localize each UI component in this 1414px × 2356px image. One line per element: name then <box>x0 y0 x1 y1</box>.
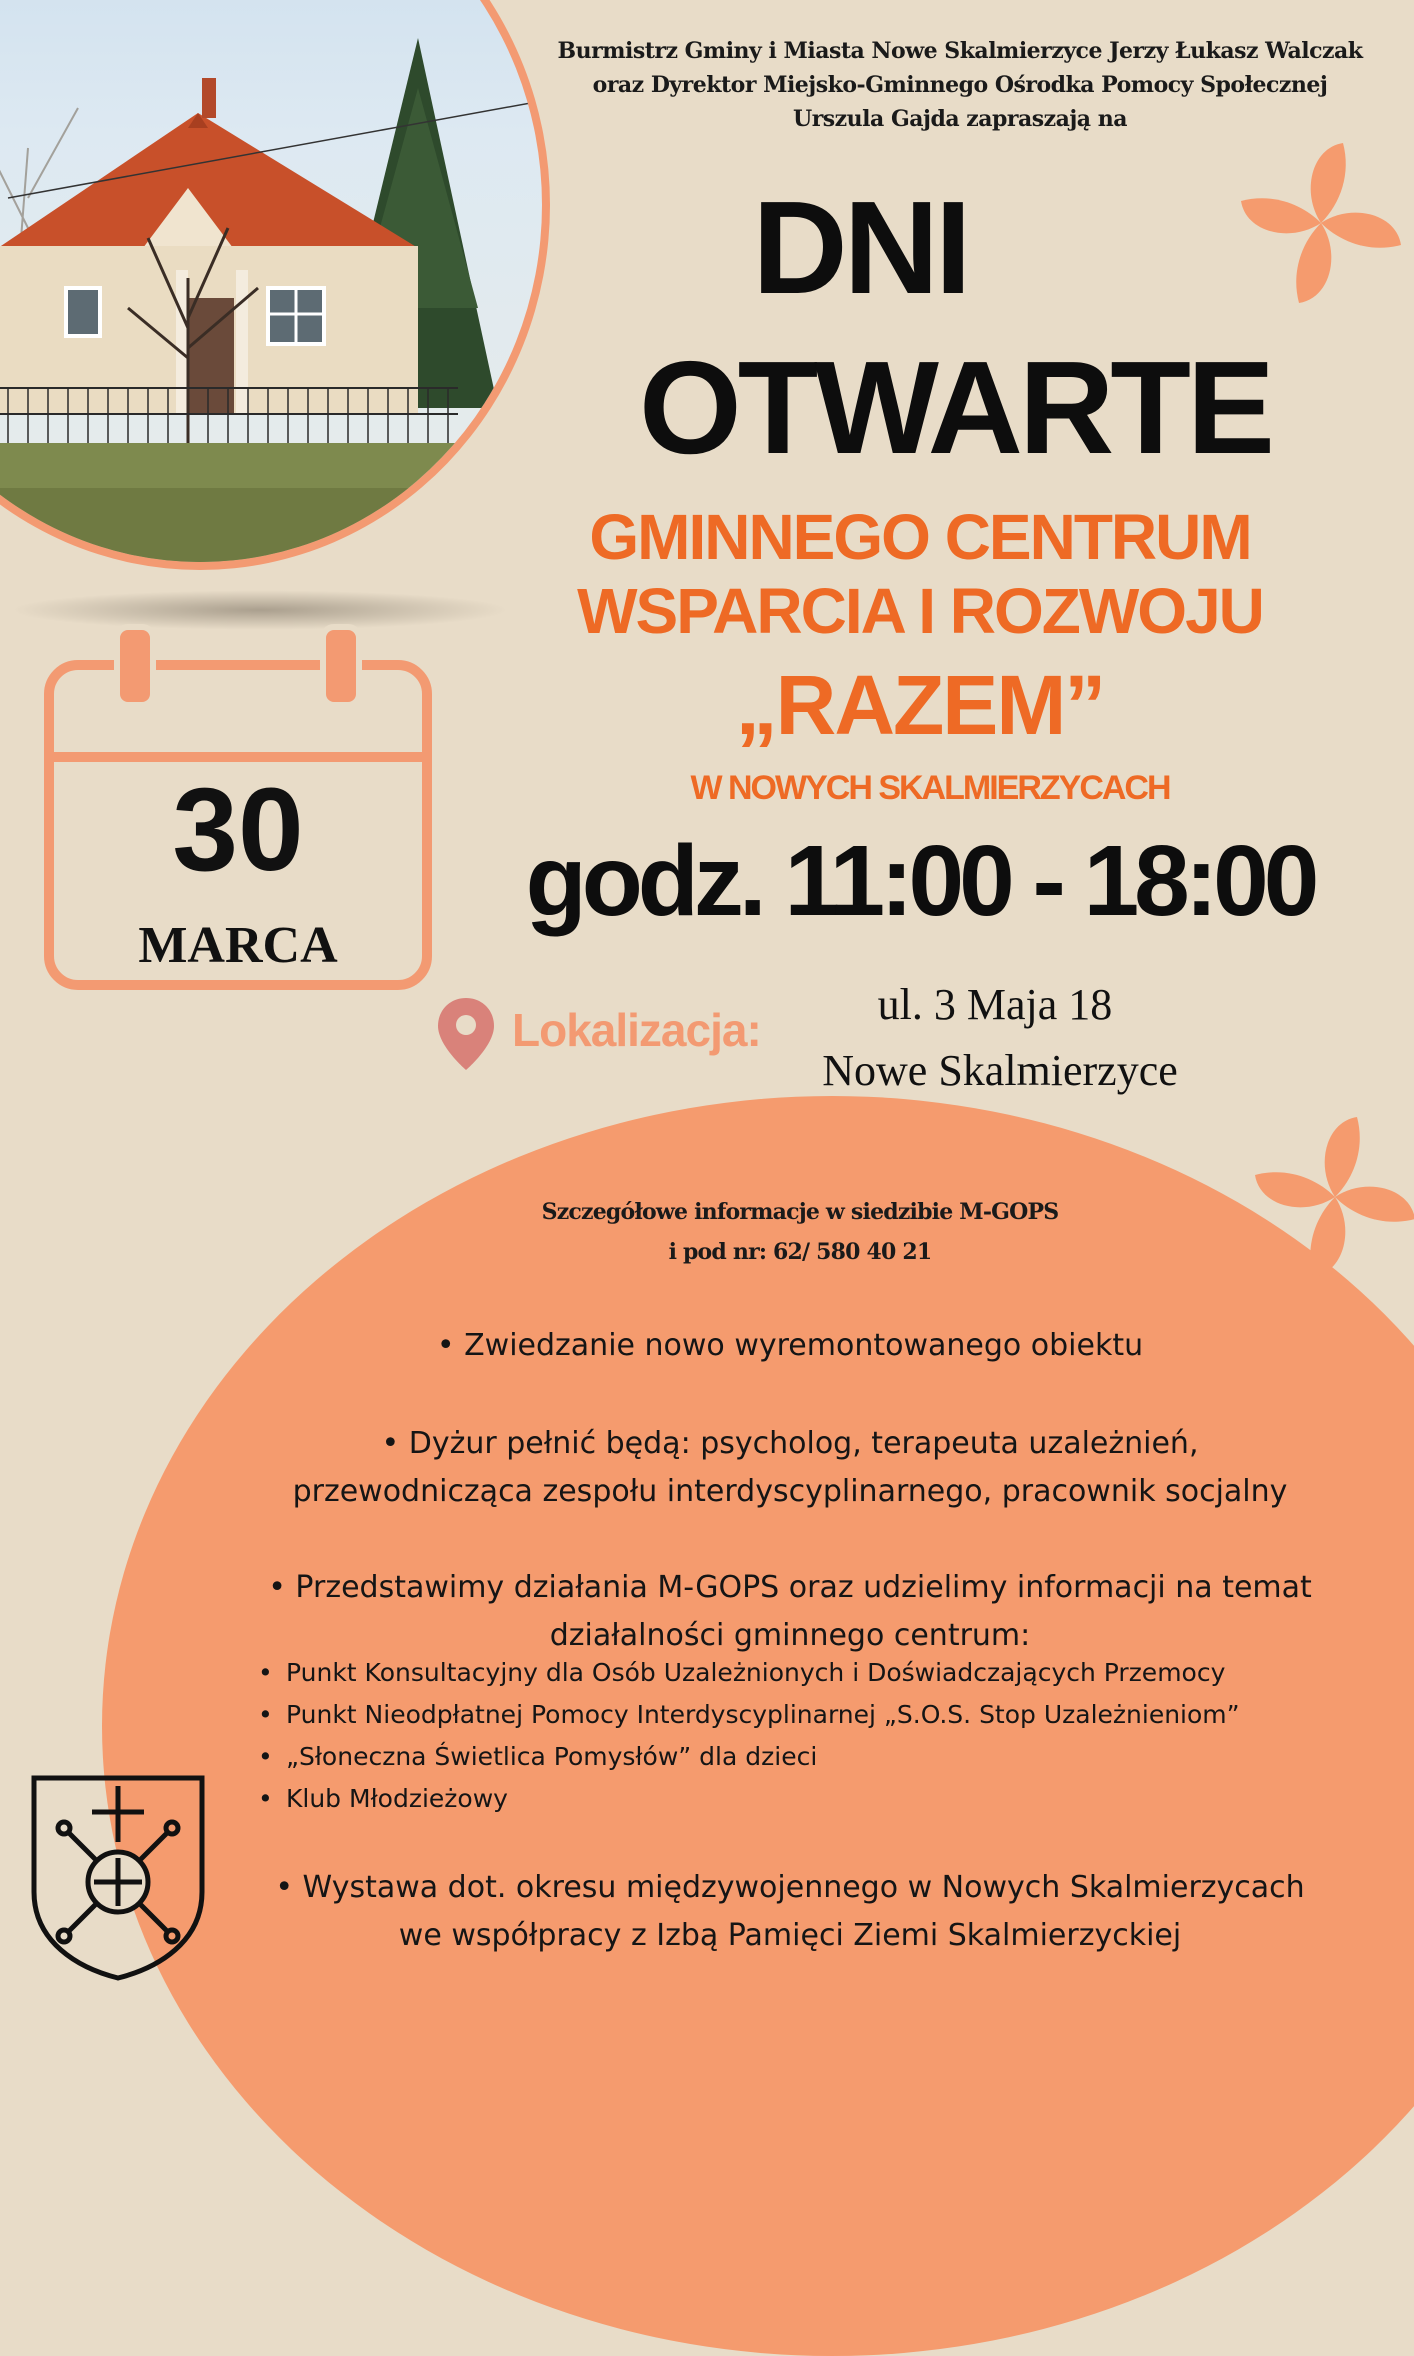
event-month: MARCA <box>138 917 338 974</box>
bullet-exhibition <box>200 1864 1380 1960</box>
map-pin-icon <box>436 996 496 1072</box>
bullet-presentation <box>200 1564 1380 1660</box>
contact-info <box>420 1192 1180 1272</box>
location-label: Lokalizacja: <box>512 1004 761 1056</box>
list-item <box>258 1736 1388 1778</box>
bullet-text: działalności gminnego centrum: <box>549 1618 1031 1653</box>
list-item <box>258 1652 1388 1694</box>
opening-hours: godz. 11:00 - 18:00 <box>525 825 1315 937</box>
contact-info-line: i pod nr: 62/ 580 40 21 <box>668 1239 932 1265</box>
calendar-ring <box>320 624 362 708</box>
list-item <box>258 1694 1388 1736</box>
subtitle-line-2: WSPARCIA I ROZWOJU <box>577 575 1263 647</box>
list-bullet: • <box>258 1784 273 1813</box>
subtitle-name: „RAZEM” <box>735 658 1105 752</box>
list-item-text: „Słoneczna Świetlica Pomysłów” dla dzieci <box>286 1742 818 1771</box>
title-line-2: OTWARTE <box>639 334 1271 481</box>
calendar-ring <box>114 624 156 708</box>
bullet-duty <box>200 1420 1380 1516</box>
contact-info-line: Szczegółowe informacje w siedzibie M-GOPS <box>541 1199 1059 1225</box>
coat-of-arms-icon <box>28 1772 208 1984</box>
intro-line: Burmistrz Gminy i Miasta Nowe Skalmierzyce Jerzy Łukasz Walczak <box>557 38 1363 64</box>
list-item <box>258 1778 1388 1820</box>
calendar-header-line <box>44 752 432 762</box>
event-day: 30 <box>172 764 304 896</box>
bullet-text: • Zwiedzanie nowo wyremontowanego obiektu <box>436 1328 1144 1363</box>
invitation-intro <box>520 34 1400 136</box>
list-bullet: • <box>258 1658 273 1687</box>
address-street: ul. 3 Maja 18 <box>877 980 1113 1029</box>
flower-icon <box>1236 138 1406 308</box>
list-item-text: Klub Młodzieżowy <box>286 1784 508 1813</box>
title-line-1: DNI <box>752 174 968 321</box>
list-bullet: • <box>258 1700 273 1729</box>
photo-shadow <box>10 590 510 630</box>
list-item-text: Punkt Nieodpłatnej Pomocy Interdyscyplinarnej „S.O.S. Stop Uzależnieniom” <box>286 1700 1240 1729</box>
flower-icon <box>1250 1112 1414 1282</box>
subtitle-line-1: GMINNEGO CENTRUM <box>589 501 1251 573</box>
intro-line: Urszula Gajda zapraszają na <box>793 106 1127 132</box>
centre-services-list <box>258 1652 1388 1820</box>
address-city: Nowe Skalmierzyce <box>822 1046 1178 1095</box>
bullet-tour <box>200 1322 1380 1370</box>
subtitle-location: W NOWYCH SKALMIERZYCACH <box>690 769 1170 807</box>
list-item-text: Punkt Konsultacyjny dla Osób Uzależnionych i Doświadczających Przemocy <box>286 1658 1226 1687</box>
list-bullet: • <box>258 1742 273 1771</box>
bullet-text: • Dyżur pełnić będą: psycholog, terapeuta uzależnień, <box>381 1426 1199 1461</box>
intro-line: oraz Dyrektor Miejsko-Gminnego Ośrodka Pomocy Społecznej <box>592 72 1328 98</box>
bullet-text: • Przedstawimy działania M-GOPS oraz udzielimy informacji na temat <box>268 1570 1312 1605</box>
bullet-text: we współpracy z Izbą Pamięci Ziemi Skalmierzyckiej <box>398 1918 1182 1953</box>
bullet-text: przewodnicząca zespołu interdyscyplinarnego, pracownik socjalny <box>292 1474 1288 1509</box>
building-photo <box>0 0 550 570</box>
bullet-text: • Wystawa dot. okresu międzywojennego w Nowych Skalmierzycach <box>275 1870 1305 1905</box>
